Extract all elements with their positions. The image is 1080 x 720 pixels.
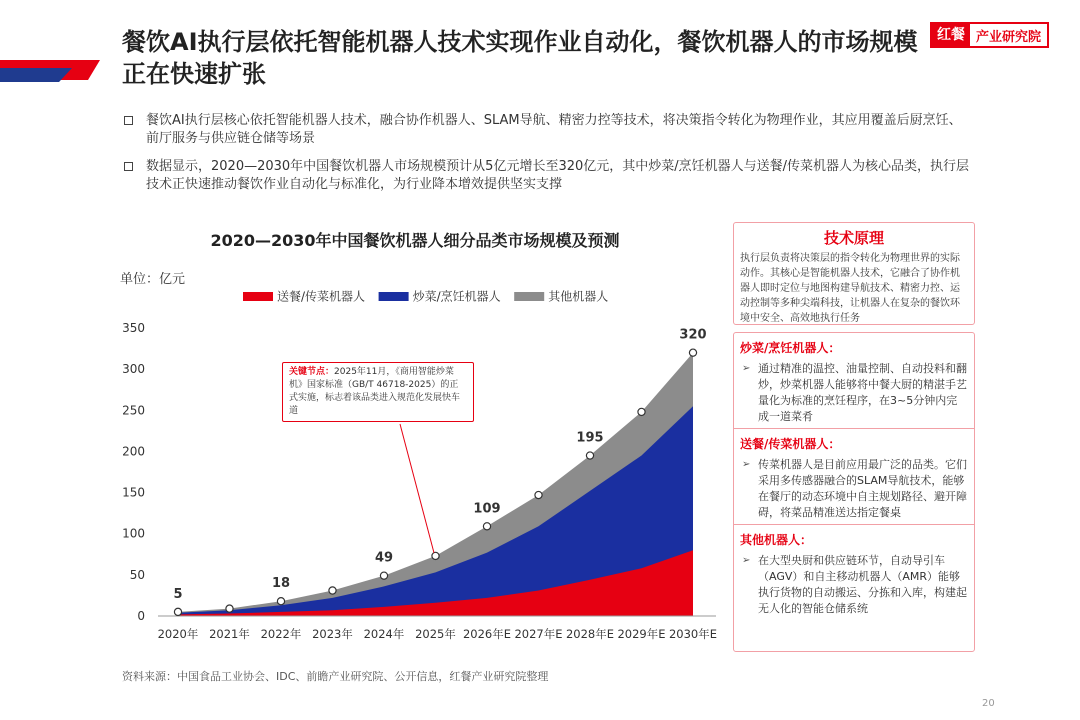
brand-logo	[930, 22, 1049, 48]
legend-label: 炒菜/烹饪机器人	[412, 289, 501, 304]
total-data-label: 195	[576, 430, 604, 446]
total-data-label: 320	[679, 327, 707, 343]
divider	[734, 428, 974, 429]
x-tick-label: 2020年	[157, 627, 199, 641]
source-note: 资料来源：中国食品工业协会、IDC、前瞻产业研究院、公开信息，红餐产业研究院整理	[122, 670, 549, 683]
total-point	[329, 587, 336, 594]
category-text: 通过精准的温控、油量控制、自动投料和翻炒，炒菜机器人能够将中餐大厨的精湛手艺量化为标准的烹饪程序，在3~5分钟内完成一道菜肴	[758, 362, 967, 423]
legend-swatch	[243, 292, 273, 301]
total-data-label: 49	[374, 550, 394, 566]
x-tick-label: 2025年	[415, 627, 456, 641]
tech-principle-title: 技术原理	[823, 229, 884, 247]
y-tick-label: 200	[122, 444, 145, 459]
x-tick-label: 2029年E	[617, 627, 666, 641]
total-point	[432, 552, 439, 559]
legend-swatch	[379, 292, 409, 301]
total-data-label: 18	[271, 576, 291, 592]
total-point	[638, 408, 645, 415]
arrow-bullet-icon: ➢	[742, 459, 751, 470]
category-title-other: 其他机器人：	[740, 533, 813, 547]
category-desc-delivery	[740, 457, 968, 521]
legend-swatch	[514, 292, 544, 301]
total-point	[226, 605, 233, 612]
divider	[734, 524, 974, 525]
total-point	[586, 452, 593, 459]
category-text: 在大型央厨和供应链环节，自动导引车（AGV）和自主移动机器人（AMR）能够执行货物的自动搬运、分拣和入库，构建起无人化的智能仓储系统	[758, 554, 967, 615]
category-desc-cooking	[740, 361, 968, 425]
y-tick-label: 100	[122, 526, 145, 541]
chart-title: 2020—2030年中国餐饮机器人细分品类市场规模及预测	[210, 231, 620, 250]
x-tick-label: 2027年E	[514, 627, 563, 641]
y-tick-label: 300	[122, 362, 145, 377]
total-data-label: 109	[473, 501, 501, 517]
y-tick-label: 50	[129, 567, 145, 582]
arrow-bullet-icon: ➢	[742, 363, 751, 374]
total-point	[689, 349, 696, 356]
robot-categories-panel	[733, 332, 975, 652]
category-title-delivery: 送餐/传菜机器人：	[740, 437, 841, 451]
callout-text: 2025年11月，《商用智能炒菜机》国家标准（GB/T 46718-2025）的正式实施，标志着该品类进入规范化发展快车道	[289, 367, 461, 416]
x-tick-label: 2030年E	[668, 627, 718, 641]
bullet-text: 数据显示，2020—2030年中国餐饮机器人市场规模预计从5亿元增长至320亿元，其中炒菜/烹饪机器人与送餐/传菜机器人为核心品类，执行层技术正快速推动餐饮作业自动化与标准化，为行业降本增效提供坚实支撑	[146, 159, 970, 192]
logo-mark: 红餐	[932, 24, 970, 46]
y-tick-label: 150	[122, 485, 145, 500]
legend-label: 其他机器人	[548, 289, 609, 304]
key-milestone-callout	[282, 362, 474, 422]
x-tick-label: 2028年E	[565, 627, 615, 641]
logo-text: 产业研究院	[976, 29, 1042, 45]
total-point	[483, 523, 490, 530]
legend-label: 送餐/传菜机器人	[277, 289, 366, 304]
total-data-label: 5	[173, 586, 183, 602]
tech-principle-body: 执行层负责将决策层的指令转化为物理世界的实际动作。其核心是智能机器人技术，它融合了协作机器人即时定位与地图构建导航技术、精密力控、运动控制等多种尖端科技，让机器人在复杂的餐饮环境中安全、高效地执行任务	[740, 253, 960, 324]
x-tick-label: 2022年	[260, 627, 302, 641]
category-text: 传菜机器人是目前应用最广泛的品类。它们采用多传感器融合的SLAM导航技术，能够在餐厅的动态环境中自主规划路径、避开障碍，将菜品精准送达指定餐桌	[758, 458, 967, 519]
page-title: 餐饮AI执行层依托智能机器人技术实现作业自动化，餐饮机器人的市场规模正在快速扩张	[122, 28, 918, 88]
tech-principle-panel	[733, 222, 975, 325]
total-point	[174, 608, 181, 615]
bullet-text: 餐饮AI执行层核心依托智能机器人技术，融合协作机器人、SLAM导航、精密力控等技术，将决策指令转化为物理作业，其应用覆盖后厨烹饪、前厅服务与供应链仓储等场景	[146, 113, 962, 146]
y-tick-label: 0	[137, 609, 145, 623]
page-number: 20	[982, 698, 995, 709]
total-point	[535, 491, 542, 498]
x-tick-label: 2024年	[363, 627, 405, 641]
total-point	[277, 598, 284, 605]
callout-leader-line	[400, 424, 434, 553]
x-tick-label: 2023年	[312, 627, 353, 641]
category-desc-other	[740, 553, 968, 617]
x-tick-label: 2021年	[209, 627, 250, 641]
y-tick-label: 350	[122, 321, 145, 335]
total-point	[380, 572, 387, 579]
y-tick-label: 250	[122, 403, 145, 418]
chart-unit-label: 单位：亿元	[120, 272, 186, 287]
arrow-bullet-icon: ➢	[742, 555, 751, 566]
callout-key-label: 关键节点：	[289, 367, 335, 377]
category-title-cooking: 炒菜/烹饪机器人：	[740, 341, 841, 355]
x-tick-label: 2026年E	[462, 627, 512, 641]
